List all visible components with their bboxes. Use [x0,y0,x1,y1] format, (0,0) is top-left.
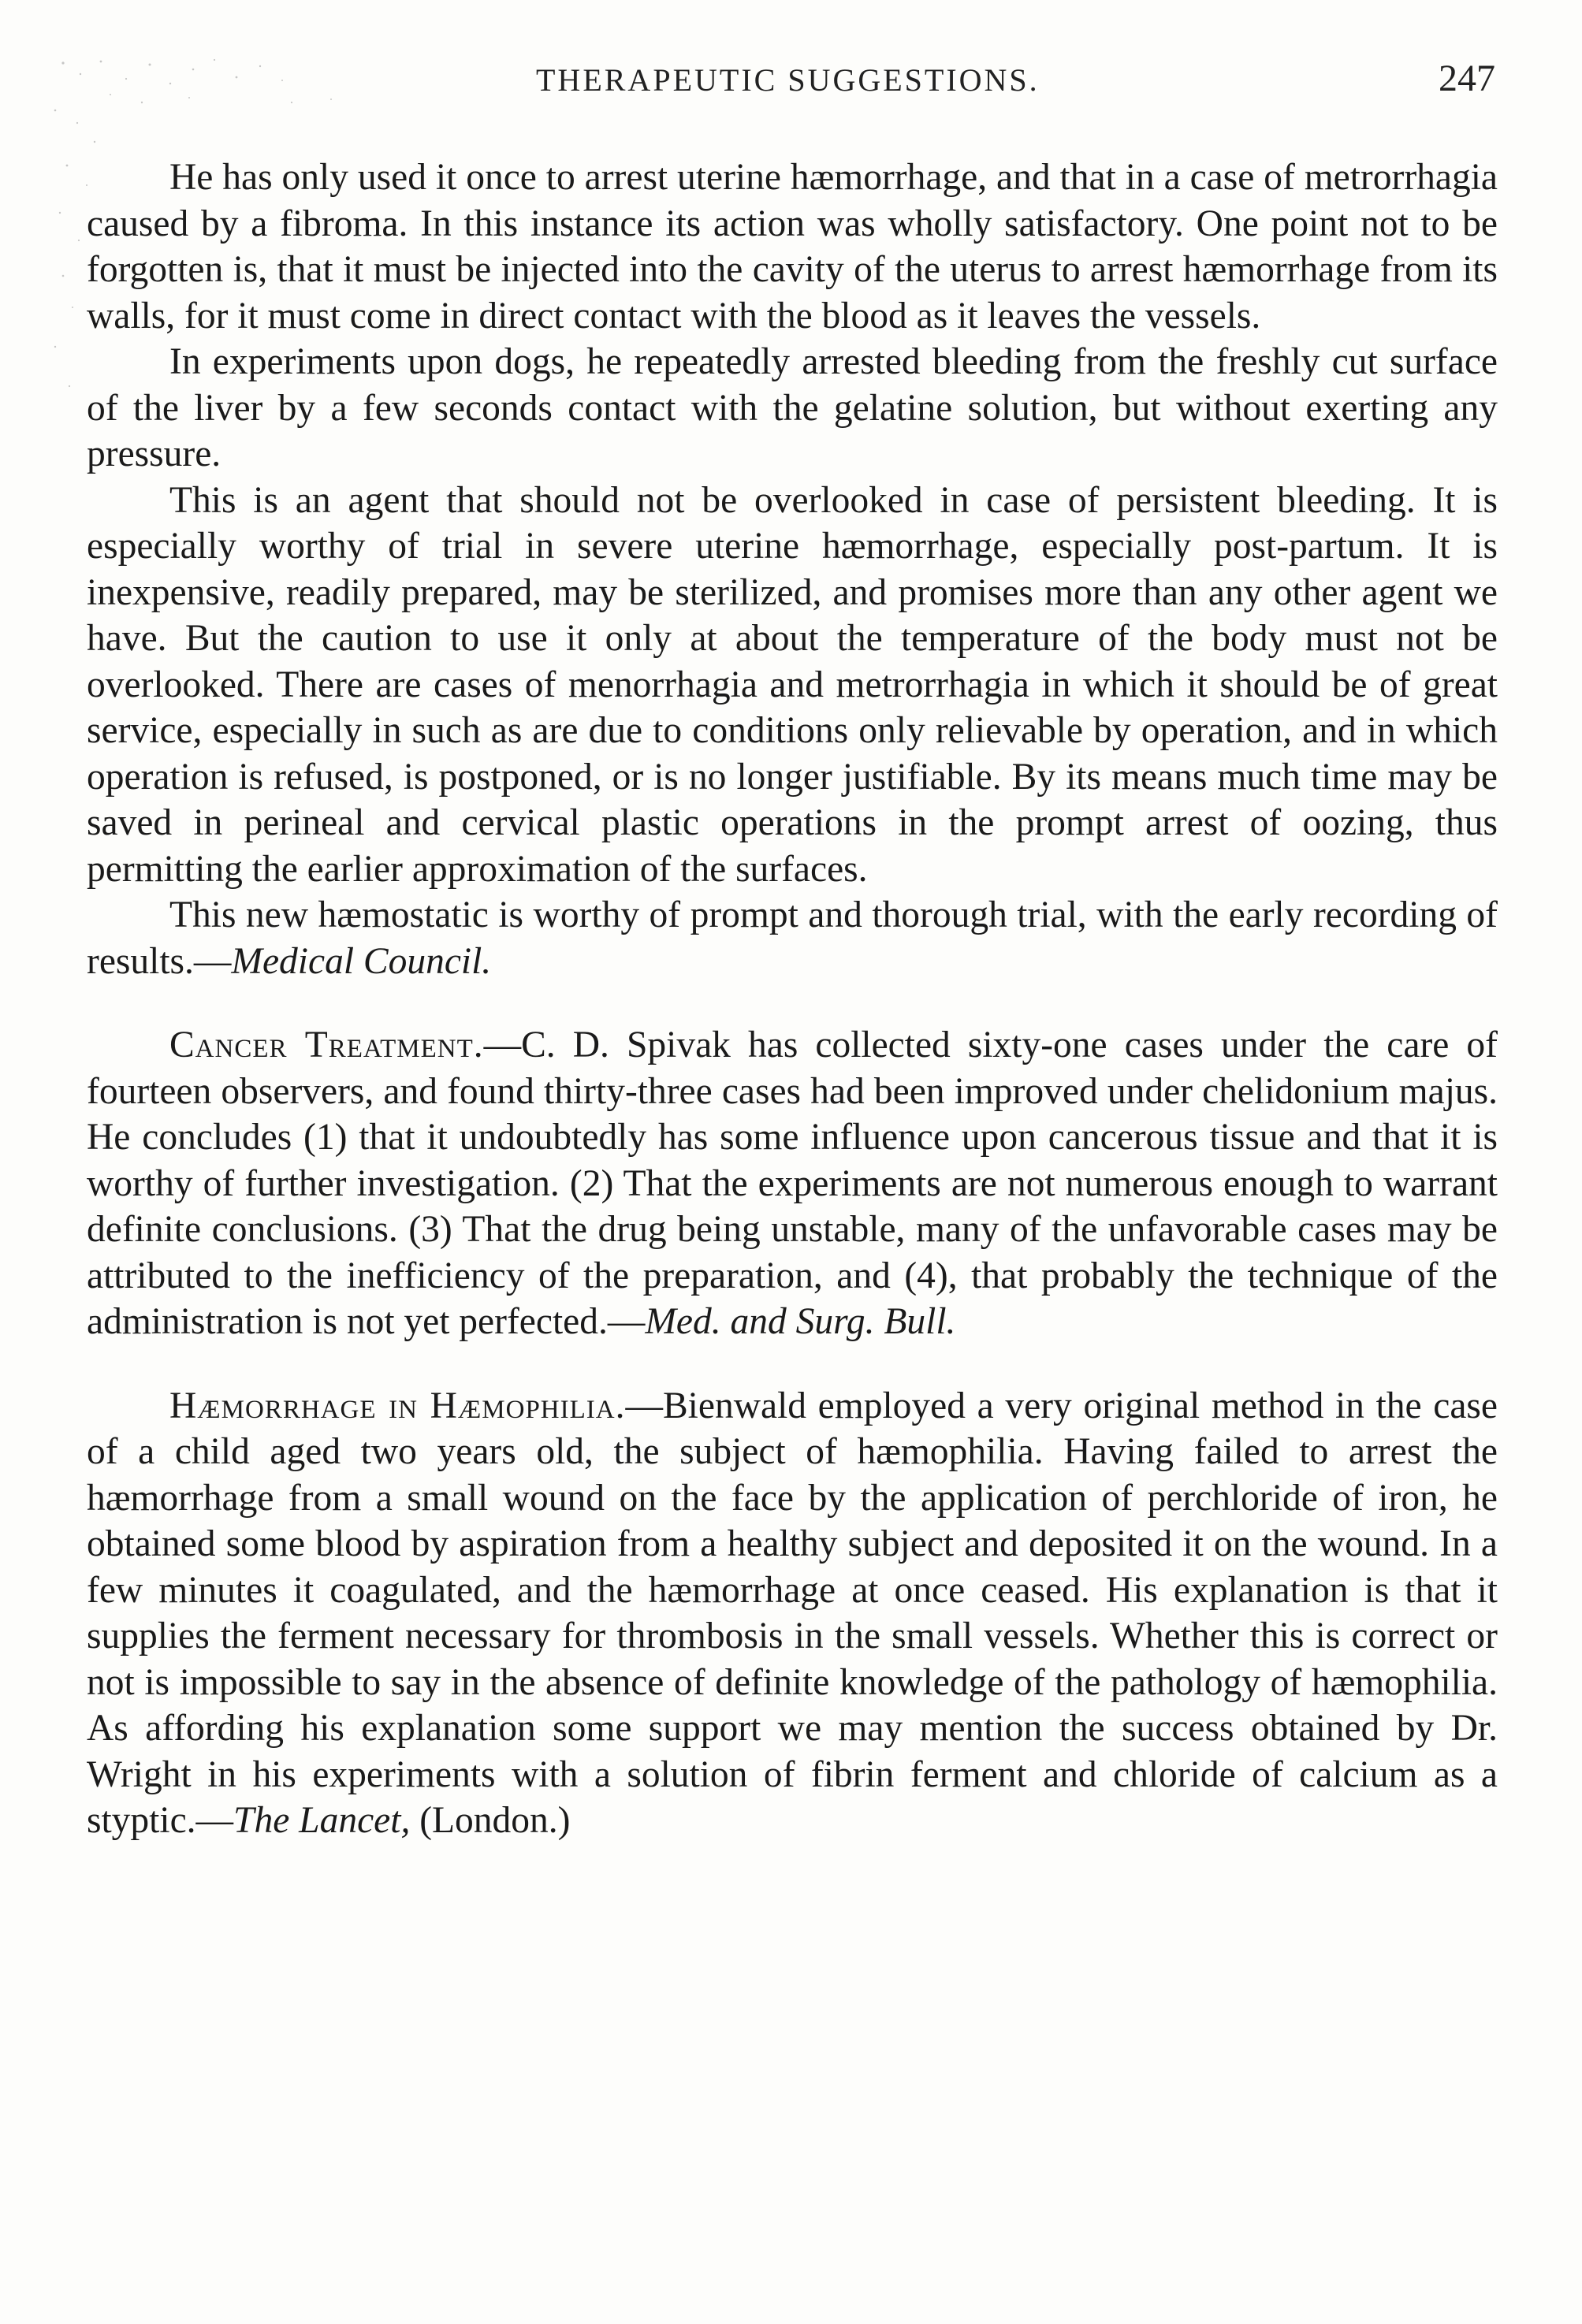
source-citation: Med. and Surg. Bull. [645,1301,956,1342]
running-head: THERAPEUTIC SUGGESTIONS. [536,62,1040,98]
paragraph-text: This new hæmostatic is worthy of prompt and thorough trial, with the early recording of results.— [87,894,1498,982]
paragraph-text: In experiments upon dogs, he repeatedly arrested bleeding from the freshly cut surface of the liver by a few seconds contact with the gelatine solution, but without exerting any pressure. [87,341,1498,474]
page-body [87,154,1498,1844]
paragraph-new-haemostatic [87,892,1498,984]
source-citation: Medical Council. [231,940,492,982]
section-text: —Bienwald employed a very original method in the case of a child aged two years old, the subject of hæmophilia. Having failed to arrest the hæmorrhage from a small wound on the face by the application of perchloride of iron, he obtained some blood by aspiration from a healthy subject and deposited it on the wound. In a few minutes it coagulated, and the hæmorrhage at once ceased. His explanation is that it supplies the ferment necessary for thrombosis in the small vessels. Whether this is correct or not is impossible to say in the absence of definite knowledge of the pathology of hæmophilia. As affording his explanation some support we may mention the success obtained by Dr. Wright in his experiments with a solution of fibrin ferment and chloride of calcium as a styptic.— [87,1385,1498,1841]
paragraph-text: He has only used it once to arrest uterine hæmorrhage, and that in a case of metrorrhagia caused by a fibroma. In this instance its action was wholly satisfactory. One point not to be forgotten is, that it must be injected into the cavity of the uterus to arrest hæmorrhage from its walls, for it must come in direct contact with the blood as it leaves the vessels. [87,157,1498,337]
paragraph-hemostatic-uterine [87,154,1498,339]
paragraph-experiments-dogs [87,339,1498,478]
section-heading: Cancer Treatment. [169,1024,484,1065]
section-cancer-treatment [87,1022,1498,1345]
section-heading: Hæmorrhage in Hæmophilia. [169,1385,626,1426]
paragraph-text: This is an agent that should not be overlooked in case of persistent bleeding. It is especially worthy of trial in severe uterine hæmorrhage, especially post-partum. It is inexpensive, readily prepared, may be sterilized, and promises more than any other agent we have. But the caution to use it only at about the temperature of the body must not be overlooked. There are cases of menorrhagia and metrorrhagia in which it should be of great service, especially in such as are due to conditions only relievable by operation, and in which operation is refused, is postponed, or is no longer justifiable. By its means much time may be saved in perineal and cervical plastic operations in the prompt arrest of oozing, thus permitting the earlier approximation of the surfaces. [87,479,1498,890]
paragraph-agent-not-overlooked [87,478,1498,893]
source-citation: The Lancet, [233,1800,411,1841]
section-haemorrhage-haemophilia [87,1383,1498,1844]
source-location: (London.) [410,1800,571,1841]
page-number: 247 [1439,58,1495,99]
page-header [87,58,1519,109]
section-text: —C. D. Spivak has collected sixty-one cases under the care of fourteen observers, and found thirty-three cases had been improved under chelidonium majus. He concludes (1) that it undoubtedly has some influence upon cancerous tissue and that it is worthy of further investigation. (2) That the experiments are not numerous enough to warrant definite conclusions. (3) That the drug being unstable, many of the unfavorable cases may be attributed to the inefficiency of the preparation, and (4), that probably the technique of the administration is not yet perfected.— [87,1024,1498,1342]
